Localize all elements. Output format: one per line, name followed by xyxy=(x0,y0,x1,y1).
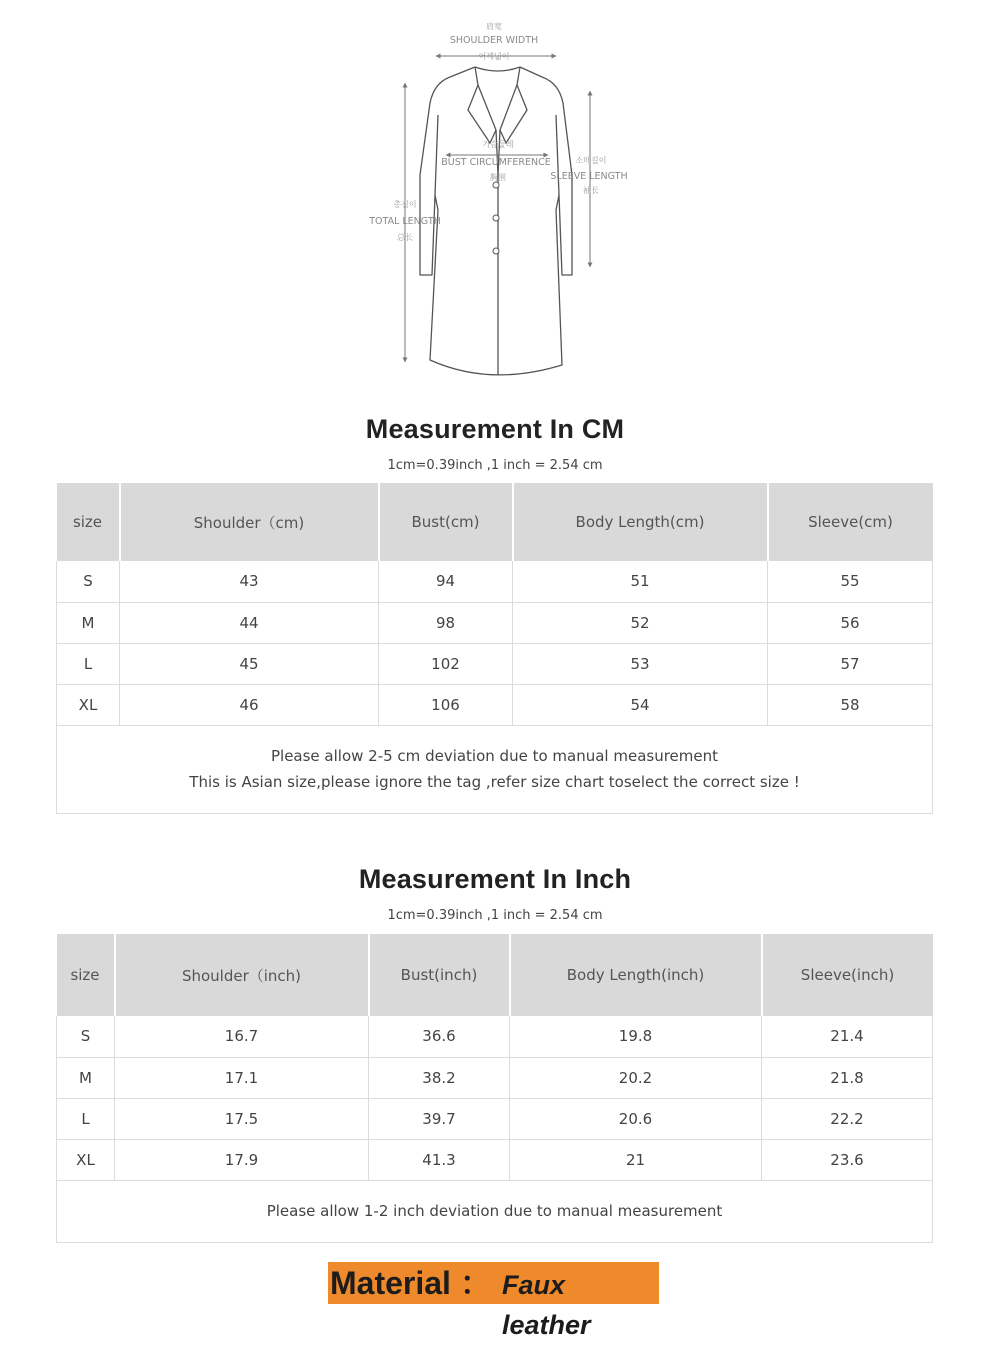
cell-sleeve: 56 xyxy=(768,602,933,643)
cell-sleeve: 57 xyxy=(768,643,933,684)
material-label: Material ： xyxy=(330,1265,492,1301)
header-bust: Bust(cm) xyxy=(379,483,513,561)
inch-section-title: Measurement In Inch xyxy=(358,864,632,894)
shoulder-label-en: SHOULDER WIDTH xyxy=(449,35,539,46)
cell-bust: 36.6 xyxy=(369,1016,510,1057)
shoulder-label-zh: 肩宽 xyxy=(486,22,502,31)
cell-size: XL xyxy=(57,684,120,725)
cell-body-length: 21 xyxy=(510,1139,762,1180)
cell-sleeve: 23.6 xyxy=(762,1139,933,1180)
inch-size-table xyxy=(56,934,933,1243)
cell-size: L xyxy=(57,643,120,684)
deviation-note-line1: Please allow 2-5 cm deviation due to manual measurement xyxy=(270,747,718,765)
material-value: Faux leather xyxy=(502,1270,591,1340)
cell-size: M xyxy=(57,602,120,643)
sleeve-label-ko: 소매길이 xyxy=(575,156,607,165)
table-note-row xyxy=(57,725,933,813)
bust-label-en: BUST CIRCUMFERENCE xyxy=(441,157,551,168)
bust-label-ko: 가슴둘레 xyxy=(482,140,514,149)
cell-size: S xyxy=(57,561,120,602)
cell-bust: 98 xyxy=(379,602,513,643)
header-shoulder: Shoulder（cm) xyxy=(120,483,379,561)
coat-illustration xyxy=(350,15,650,390)
table-row xyxy=(57,643,933,684)
cell-bust: 106 xyxy=(379,684,513,725)
cell-sleeve: 21.8 xyxy=(762,1057,933,1098)
cell-shoulder: 45 xyxy=(120,643,379,684)
table-row xyxy=(57,1057,933,1098)
table-row xyxy=(57,602,933,643)
cell-size: L xyxy=(57,1098,115,1139)
cell-sleeve: 55 xyxy=(768,561,933,602)
table-row xyxy=(57,561,933,602)
cell-bust: 102 xyxy=(379,643,513,684)
header-size: size xyxy=(57,934,115,1016)
header-sleeve: Sleeve(inch) xyxy=(762,934,933,1016)
cell-body-length: 19.8 xyxy=(510,1016,762,1057)
deviation-note xyxy=(57,725,933,813)
cell-bust: 38.2 xyxy=(369,1057,510,1098)
cell-shoulder: 44 xyxy=(120,602,379,643)
cell-body-length: 53 xyxy=(513,643,768,684)
table-row xyxy=(57,684,933,725)
cell-bust: 39.7 xyxy=(369,1098,510,1139)
cell-shoulder: 17.9 xyxy=(115,1139,369,1180)
cm-size-table xyxy=(56,483,933,814)
cell-body-length: 20.6 xyxy=(510,1098,762,1139)
cm-conversion-note: 1cm=0.39inch ,1 inch = 2.54 cm xyxy=(387,458,603,473)
cell-shoulder: 17.5 xyxy=(115,1098,369,1139)
cell-sleeve: 21.4 xyxy=(762,1016,933,1057)
cell-sleeve: 22.2 xyxy=(762,1098,933,1139)
cell-shoulder: 17.1 xyxy=(115,1057,369,1098)
cell-sleeve: 58 xyxy=(768,684,933,725)
inch-conversion-note: 1cm=0.39inch ,1 inch = 2.54 cm xyxy=(387,908,603,923)
cm-section-title: Measurement In CM xyxy=(365,414,625,444)
header-body-length: Body Length(cm) xyxy=(513,483,768,561)
table-header-row xyxy=(57,483,933,561)
material-banner xyxy=(328,1262,659,1340)
cell-body-length: 54 xyxy=(513,684,768,725)
cell-body-length: 52 xyxy=(513,602,768,643)
header-shoulder: Shoulder（inch) xyxy=(115,934,369,1016)
table-row xyxy=(57,1098,933,1139)
deviation-note-line2: This is Asian size,please ignore the tag ,refer size chart toselect the correct size ! xyxy=(189,773,800,791)
bust-label-zh: 胸围 xyxy=(490,173,506,182)
table-header-row xyxy=(57,934,933,1016)
sleeve-label-en: SLEEVE LENGTH xyxy=(550,171,628,182)
cell-shoulder: 16.7 xyxy=(115,1016,369,1057)
shoulder-label-ko: 어깨넓이 xyxy=(478,52,510,61)
cell-size: XL xyxy=(57,1139,115,1180)
deviation-note: Please allow 1-2 inch deviation due to manual measurement xyxy=(57,1180,933,1242)
total-label-ko: 총길이 xyxy=(393,200,417,209)
header-sleeve: Sleeve(cm) xyxy=(768,483,933,561)
cell-size: M xyxy=(57,1057,115,1098)
header-size: size xyxy=(57,483,120,561)
total-label-zh: 总长 xyxy=(397,233,413,242)
cell-bust: 41.3 xyxy=(369,1139,510,1180)
table-note-row xyxy=(57,1180,933,1242)
cell-shoulder: 46 xyxy=(120,684,379,725)
cell-body-length: 20.2 xyxy=(510,1057,762,1098)
total-label-en: TOTAL LENGTH xyxy=(369,216,441,227)
table-row xyxy=(57,1016,933,1057)
header-body-length: Body Length(inch) xyxy=(510,934,762,1016)
cell-bust: 94 xyxy=(379,561,513,602)
cell-body-length: 51 xyxy=(513,561,768,602)
table-row xyxy=(57,1139,933,1180)
sleeve-label-zh: 袖长 xyxy=(583,186,599,195)
cell-size: S xyxy=(57,1016,115,1057)
header-bust: Bust(inch) xyxy=(369,934,510,1016)
coat-measurement-diagram xyxy=(350,15,650,390)
cell-shoulder: 43 xyxy=(120,561,379,602)
